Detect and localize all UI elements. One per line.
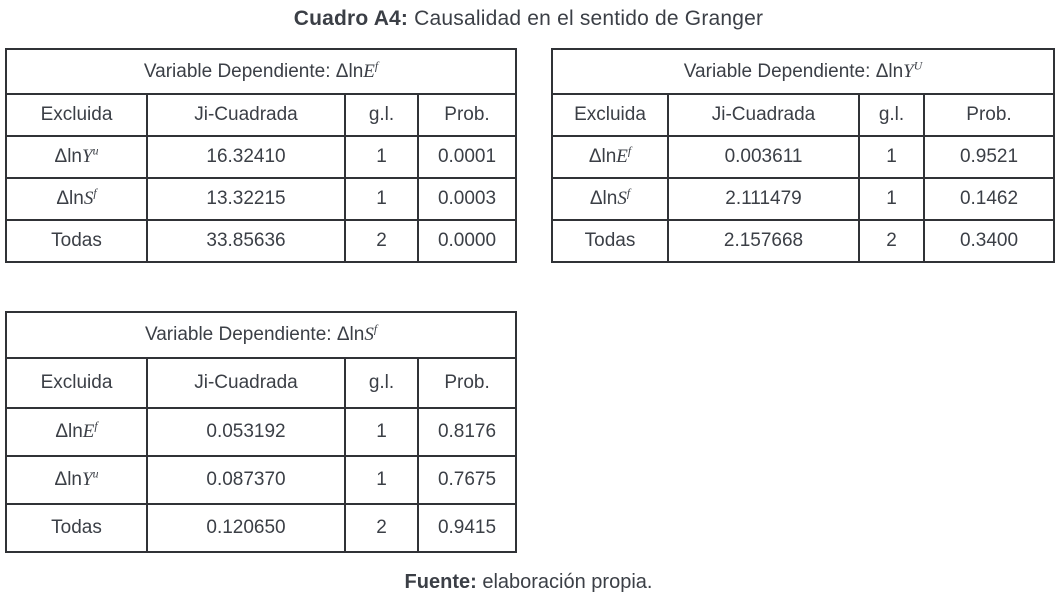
df-cell: 2 xyxy=(859,220,924,262)
source-note-text: elaboración propia. xyxy=(476,571,653,593)
prob-cell: 0.9521 xyxy=(924,136,1054,178)
df-cell: 1 xyxy=(345,136,418,178)
dependent-variable-math: ΔlnS$^f$ xyxy=(336,322,378,345)
table-caption xyxy=(6,49,516,94)
chi-squared-cell: 0.003611 xyxy=(668,136,859,178)
excluded-variable-cell: ΔlnY$^u$ xyxy=(6,136,147,178)
df-cell: 2 xyxy=(345,504,418,552)
table-row xyxy=(6,220,516,262)
granger-table-elnEf xyxy=(5,48,517,263)
caption-prefix: Variable Dependiente: xyxy=(143,60,336,82)
chi-squared-cell: 2.157668 xyxy=(668,220,859,262)
excluded-variable-cell: ΔlnS$^f$ xyxy=(552,178,668,220)
table-row xyxy=(552,220,1054,262)
chi-squared-cell: 16.32410 xyxy=(147,136,345,178)
excluded-variable-cell: ΔlnE$^f$ xyxy=(552,136,668,178)
df-cell: 1 xyxy=(859,178,924,220)
chi-squared-cell: 33.85636 xyxy=(147,220,345,262)
table-caption xyxy=(6,312,516,358)
df-cell: 1 xyxy=(345,178,418,220)
table-row xyxy=(552,136,1054,178)
prob-cell: 0.3400 xyxy=(924,220,1054,262)
col-header-ji-cuadrada: Ji-Cuadrada xyxy=(147,358,345,408)
col-header-gl: g.l. xyxy=(345,358,418,408)
caption-prefix: Variable Dependiente: xyxy=(144,324,337,345)
chi-squared-cell: 13.32215 xyxy=(147,178,345,220)
dependent-variable-math: ΔlnY$^U$ xyxy=(875,59,923,82)
table-caption-row xyxy=(552,49,1054,94)
col-header-excluida: Excluida xyxy=(6,358,147,408)
chi-squared-cell: 0.053192 xyxy=(147,408,345,456)
prob-cell: 0.0000 xyxy=(418,220,516,262)
table-row xyxy=(6,178,516,220)
chi-squared-cell: 0.087370 xyxy=(147,456,345,504)
column-header-row xyxy=(552,94,1054,136)
prob-cell: 0.8176 xyxy=(418,408,516,456)
col-header-ji-cuadrada: Ji-Cuadrada xyxy=(668,94,859,136)
col-header-excluida: Excluida xyxy=(552,94,668,136)
chi-squared-cell: 0.120650 xyxy=(147,504,345,552)
table-row xyxy=(6,504,516,552)
table-row xyxy=(6,456,516,504)
col-header-excluida: Excluida xyxy=(6,94,147,136)
excluded-variable-cell: Todas xyxy=(6,504,147,552)
prob-cell: 0.0003 xyxy=(418,178,516,220)
table-row xyxy=(6,408,516,456)
col-header-gl: g.l. xyxy=(345,94,418,136)
excluded-variable-cell: Todas xyxy=(552,220,668,262)
table-title-text: Causalidad en el sentido de Granger xyxy=(408,7,764,30)
table-caption-row xyxy=(6,312,516,358)
excluded-variable-cell: ΔlnY$^u$ xyxy=(6,456,147,504)
excluded-variable-cell: Todas xyxy=(6,220,147,262)
df-cell: 1 xyxy=(345,408,418,456)
col-header-ji-cuadrada: Ji-Cuadrada xyxy=(147,94,345,136)
prob-cell: 0.9415 xyxy=(418,504,516,552)
col-header-gl: g.l. xyxy=(859,94,924,136)
granger-table-dlnSf xyxy=(5,311,517,553)
excluded-variable-cell: ΔlnS$^f$ xyxy=(6,178,147,220)
dependent-variable-math: ΔlnE$^f$ xyxy=(335,59,379,82)
table-row xyxy=(552,178,1054,220)
df-cell: 1 xyxy=(859,136,924,178)
table-caption-row xyxy=(6,49,516,94)
caption-prefix: Variable Dependiente: xyxy=(683,60,876,82)
granger-table-dlnYU xyxy=(551,48,1055,263)
df-cell: 1 xyxy=(345,456,418,504)
table-title-label: Cuadro A4: xyxy=(293,7,409,30)
column-header-row xyxy=(6,94,516,136)
source-note xyxy=(0,571,1057,594)
col-header-prob: Prob. xyxy=(418,94,516,136)
prob-cell: 0.0001 xyxy=(418,136,516,178)
prob-cell: 0.1462 xyxy=(924,178,1054,220)
source-note-label: Fuente: xyxy=(404,571,477,593)
chi-squared-cell: 2.111479 xyxy=(668,178,859,220)
column-header-row xyxy=(6,358,516,408)
df-cell: 2 xyxy=(345,220,418,262)
col-header-prob: Prob. xyxy=(924,94,1054,136)
table-title xyxy=(0,7,1057,31)
table-row xyxy=(6,136,516,178)
table-caption xyxy=(552,49,1054,94)
prob-cell: 0.7675 xyxy=(418,456,516,504)
col-header-prob: Prob. xyxy=(418,358,516,408)
excluded-variable-cell: ΔlnE$^f$ xyxy=(6,408,147,456)
